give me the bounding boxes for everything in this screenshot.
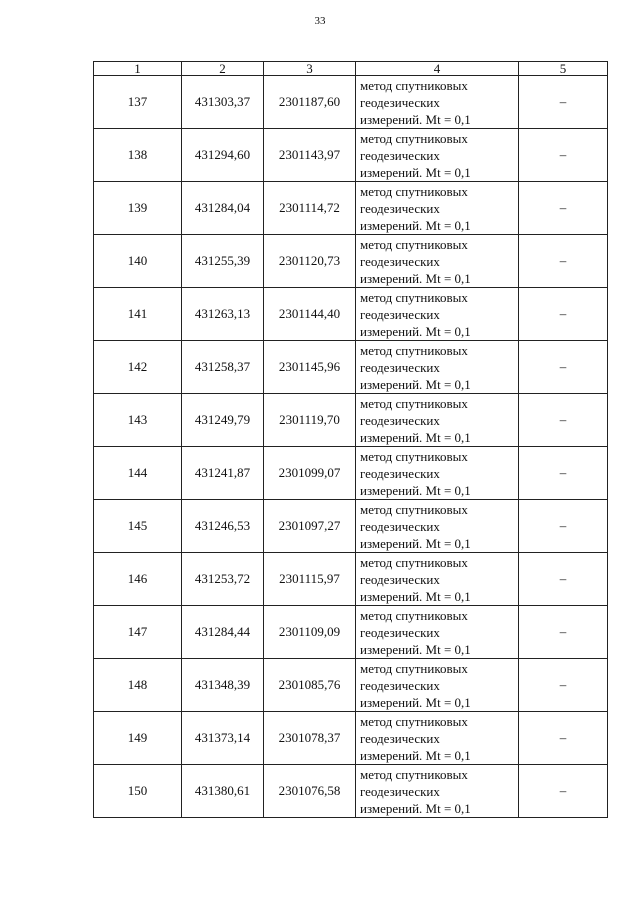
method-line: геодезических [360, 359, 440, 375]
method-line: метод спутниковых [360, 342, 468, 358]
method-cell [356, 606, 519, 659]
method-line: геодезических [360, 783, 440, 799]
method-line: метод спутниковых [360, 554, 468, 570]
table-row [94, 288, 608, 341]
method-line: геодезических [360, 465, 440, 481]
method-line: измерений. Mt = 0,1 [360, 535, 471, 551]
note-cell: – [519, 500, 608, 553]
point-number-cell: 148 [94, 659, 182, 712]
note-cell: – [519, 341, 608, 394]
method-line: геодезических [360, 571, 440, 587]
point-number-cell: 144 [94, 447, 182, 500]
point-number-cell: 142 [94, 341, 182, 394]
point-number-cell: 146 [94, 553, 182, 606]
page-number: 33 [314, 15, 326, 27]
note-cell: – [519, 394, 608, 447]
method-line: геодезических [360, 518, 440, 534]
method-line: измерений. Mt = 0,1 [360, 270, 471, 286]
note-cell: – [519, 447, 608, 500]
method-cell [356, 235, 519, 288]
table-row [94, 553, 608, 606]
table-row [94, 76, 608, 129]
point-number-cell: 143 [94, 394, 182, 447]
y-coordinate-cell: 2301144,40 [264, 288, 356, 341]
note-cell: – [519, 765, 608, 818]
note-cell: – [519, 288, 608, 341]
method-line: измерений. Mt = 0,1 [360, 747, 471, 763]
method-line: метод спутниковых [360, 713, 468, 729]
x-coordinate-cell: 431241,87 [182, 447, 264, 500]
method-line: геодезических [360, 677, 440, 693]
point-number-cell: 140 [94, 235, 182, 288]
method-line: геодезических [360, 147, 440, 163]
table-row [94, 606, 608, 659]
method-line: измерений. Mt = 0,1 [360, 429, 471, 445]
x-coordinate-cell: 431348,39 [182, 659, 264, 712]
method-line: измерений. Mt = 0,1 [360, 641, 471, 657]
y-coordinate-cell: 2301085,76 [264, 659, 356, 712]
y-coordinate-cell: 2301115,97 [264, 553, 356, 606]
note-cell: – [519, 553, 608, 606]
table-row [94, 235, 608, 288]
method-line: метод спутниковых [360, 183, 468, 199]
method-cell [356, 394, 519, 447]
column-header-2: 2 [182, 62, 264, 76]
column-header-4: 4 [356, 62, 519, 76]
method-line: метод спутниковых [360, 236, 468, 252]
table-body [94, 62, 608, 818]
note-cell: – [519, 182, 608, 235]
method-line: метод спутниковых [360, 501, 468, 517]
table-row [94, 341, 608, 394]
x-coordinate-cell: 431294,60 [182, 129, 264, 182]
method-cell [356, 129, 519, 182]
x-coordinate-cell: 431303,37 [182, 76, 264, 129]
y-coordinate-cell: 2301145,96 [264, 341, 356, 394]
method-line: геодезических [360, 730, 440, 746]
method-line: измерений. Mt = 0,1 [360, 111, 471, 127]
table-row [94, 500, 608, 553]
method-line: геодезических [360, 253, 440, 269]
table-row [94, 182, 608, 235]
method-line: измерений. Mt = 0,1 [360, 217, 471, 233]
point-number-cell: 145 [94, 500, 182, 553]
method-cell [356, 553, 519, 606]
y-coordinate-cell: 2301078,37 [264, 712, 356, 765]
method-line: метод спутниковых [360, 448, 468, 464]
y-coordinate-cell: 2301143,97 [264, 129, 356, 182]
y-coordinate-cell: 2301114,72 [264, 182, 356, 235]
note-cell: – [519, 129, 608, 182]
x-coordinate-cell: 431284,04 [182, 182, 264, 235]
note-cell: – [519, 606, 608, 659]
coordinates-table [93, 61, 608, 818]
method-cell [356, 341, 519, 394]
method-line: метод спутниковых [360, 766, 468, 782]
point-number-cell: 149 [94, 712, 182, 765]
method-cell [356, 76, 519, 129]
point-number-cell: 137 [94, 76, 182, 129]
x-coordinate-cell: 431284,44 [182, 606, 264, 659]
y-coordinate-cell: 2301076,58 [264, 765, 356, 818]
x-coordinate-cell: 431258,37 [182, 341, 264, 394]
method-cell [356, 288, 519, 341]
table-row [94, 659, 608, 712]
table-row [94, 712, 608, 765]
method-cell [356, 182, 519, 235]
method-cell [356, 765, 519, 818]
column-header-5: 5 [519, 62, 608, 76]
method-line: метод спутниковых [360, 289, 468, 305]
x-coordinate-cell: 431380,61 [182, 765, 264, 818]
y-coordinate-cell: 2301119,70 [264, 394, 356, 447]
table-row [94, 447, 608, 500]
method-line: метод спутниковых [360, 607, 468, 623]
note-cell: – [519, 235, 608, 288]
y-coordinate-cell: 2301109,09 [264, 606, 356, 659]
column-header-1: 1 [94, 62, 182, 76]
table-row [94, 129, 608, 182]
point-number-cell: 138 [94, 129, 182, 182]
y-coordinate-cell: 2301099,07 [264, 447, 356, 500]
table-row [94, 394, 608, 447]
y-coordinate-cell: 2301187,60 [264, 76, 356, 129]
y-coordinate-cell: 2301120,73 [264, 235, 356, 288]
x-coordinate-cell: 431255,39 [182, 235, 264, 288]
note-cell: – [519, 712, 608, 765]
point-number-cell: 147 [94, 606, 182, 659]
method-cell [356, 447, 519, 500]
x-coordinate-cell: 431249,79 [182, 394, 264, 447]
x-coordinate-cell: 431373,14 [182, 712, 264, 765]
column-header-3: 3 [264, 62, 356, 76]
table-row [94, 765, 608, 818]
x-coordinate-cell: 431246,53 [182, 500, 264, 553]
method-line: измерений. Mt = 0,1 [360, 694, 471, 710]
method-line: измерений. Mt = 0,1 [360, 482, 471, 498]
method-line: метод спутниковых [360, 77, 468, 93]
method-line: измерений. Mt = 0,1 [360, 323, 471, 339]
method-line: геодезических [360, 200, 440, 216]
table-header-row [94, 62, 608, 76]
point-number-cell: 150 [94, 765, 182, 818]
point-number-cell: 141 [94, 288, 182, 341]
note-cell: – [519, 659, 608, 712]
method-line: измерений. Mt = 0,1 [360, 800, 471, 816]
method-line: метод спутниковых [360, 130, 468, 146]
method-line: геодезических [360, 94, 440, 110]
method-cell [356, 659, 519, 712]
method-line: геодезических [360, 624, 440, 640]
x-coordinate-cell: 431263,13 [182, 288, 264, 341]
method-line: измерений. Mt = 0,1 [360, 376, 471, 392]
method-line: геодезических [360, 306, 440, 322]
note-cell: – [519, 76, 608, 129]
method-line: метод спутниковых [360, 660, 468, 676]
method-line: геодезических [360, 412, 440, 428]
method-line: метод спутниковых [360, 395, 468, 411]
method-cell [356, 712, 519, 765]
method-line: измерений. Mt = 0,1 [360, 164, 471, 180]
method-cell [356, 500, 519, 553]
point-number-cell: 139 [94, 182, 182, 235]
method-line: измерений. Mt = 0,1 [360, 588, 471, 604]
y-coordinate-cell: 2301097,27 [264, 500, 356, 553]
x-coordinate-cell: 431253,72 [182, 553, 264, 606]
